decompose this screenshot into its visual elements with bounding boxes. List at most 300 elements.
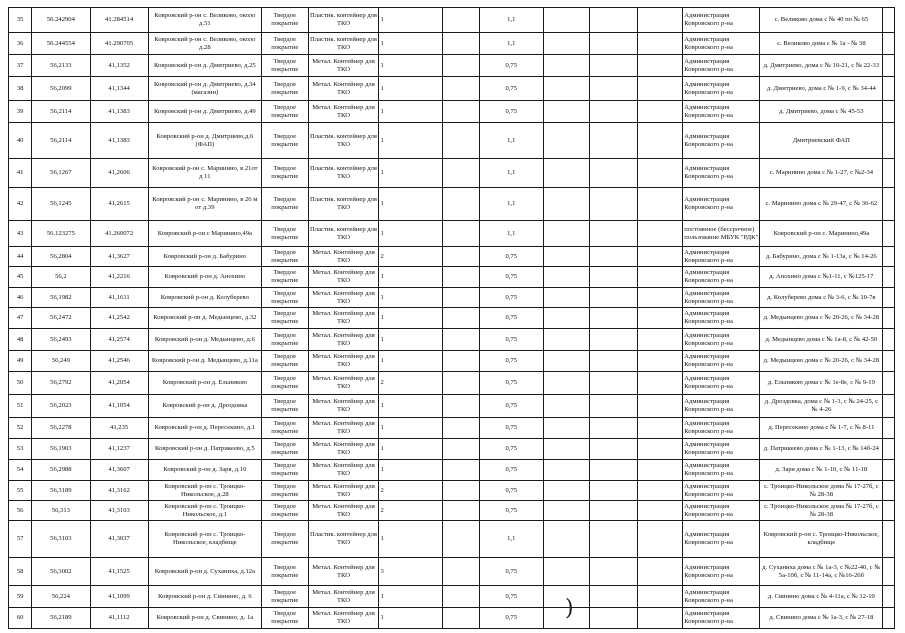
container-type-cell: Метал. Контейнер для ТКО	[308, 395, 379, 418]
row-number: 44	[9, 247, 32, 267]
surface-cell: Твердое покрытие	[261, 460, 308, 481]
empty-cell	[442, 460, 479, 481]
empty-cell	[590, 123, 638, 159]
latitude-cell: 56,2114	[32, 123, 90, 159]
address-cell: Ковровский р-он с Маринино,49а	[148, 221, 261, 247]
empty-cell	[637, 221, 683, 247]
container-count-cell: 2	[379, 247, 443, 267]
owner-cell: Администрация Ковровского р-на	[683, 55, 760, 77]
empty-cell	[543, 308, 590, 329]
served-houses-cell: с. Маринино дома с № 1-27, с №2-34	[760, 159, 883, 188]
edge-cell	[883, 123, 895, 159]
address-cell: Ковровский р-он д. Заря, д.10	[148, 460, 261, 481]
latitude-cell: 56,1903	[32, 439, 90, 460]
owner-cell: Администрация Ковровского р-на	[683, 481, 760, 501]
table-row	[9, 288, 895, 308]
served-houses-cell: д. Колуберево дома с № 3-6, с № 10-7в	[760, 288, 883, 308]
volume-cell: 0,75	[480, 439, 544, 460]
empty-cell	[543, 267, 590, 288]
owner-cell: Администрация Ковровского р-на	[683, 395, 760, 418]
longitude-cell: 41.290705	[90, 33, 148, 55]
empty-cell	[442, 439, 479, 460]
volume-cell: 0,75	[480, 372, 544, 395]
longitude-cell: 41,3103	[90, 501, 148, 521]
longitude-cell: 41,1352	[90, 55, 148, 77]
latitude-cell: 56,224	[32, 586, 90, 608]
empty-cell	[442, 101, 479, 123]
address-cell: Ковровский р-он д. Медынцево, д.6	[148, 329, 261, 351]
volume-cell: 0,75	[480, 267, 544, 288]
empty-cell	[442, 395, 479, 418]
longitude-cell: 41,1383	[90, 101, 148, 123]
longitude-cell: 41,1344	[90, 77, 148, 101]
volume-cell: 0,75	[480, 418, 544, 439]
empty-cell	[590, 267, 638, 288]
container-count-cell: 1	[379, 351, 443, 372]
empty-cell	[637, 586, 683, 608]
container-type-cell: Метал. Контейнер для ТКО	[308, 460, 379, 481]
edge-cell	[883, 247, 895, 267]
row-number: 45	[9, 267, 32, 288]
table-row	[9, 33, 895, 55]
empty-cell	[543, 188, 590, 221]
empty-cell	[442, 501, 479, 521]
surface-cell: Твердое покрытие	[261, 395, 308, 418]
edge-cell	[883, 221, 895, 247]
served-houses-cell: Дмитриевский ФАП	[760, 123, 883, 159]
row-number: 35	[9, 8, 32, 33]
owner-cell: Администрация Ковровского р-на	[683, 101, 760, 123]
row-number: 50	[9, 372, 32, 395]
container-type-cell: Метал. Контейнер для ТКО	[308, 481, 379, 501]
row-number: 39	[9, 101, 32, 123]
owner-cell: Администрация Ковровского р-на	[683, 77, 760, 101]
table-row	[9, 481, 895, 501]
container-type-cell: Метал. Контейнер для ТКО	[308, 267, 379, 288]
served-houses-cell: д. Заря дома с № 1-10, с № 11-18	[760, 460, 883, 481]
surface-cell: Твердое покрытие	[261, 247, 308, 267]
empty-cell	[543, 418, 590, 439]
empty-cell	[590, 418, 638, 439]
edge-cell	[883, 372, 895, 395]
row-number: 49	[9, 351, 32, 372]
container-count-cell: 2	[379, 372, 443, 395]
empty-cell	[590, 188, 638, 221]
surface-cell: Твердое покрытие	[261, 288, 308, 308]
table-row	[9, 55, 895, 77]
latitude-cell: 56,2792	[32, 372, 90, 395]
container-type-cell: Пластик. контейнер для ТКО	[308, 159, 379, 188]
owner-cell: Администрация Ковровского р-на	[683, 372, 760, 395]
served-houses-cell: с. Троицко-Никольское дома № 17-27б, с № 28-38	[760, 501, 883, 521]
empty-cell	[590, 608, 638, 629]
container-type-cell: Метал. Контейнер для ТКО	[308, 55, 379, 77]
edge-cell	[883, 418, 895, 439]
container-type-cell: Пластик. контейнер для ТКО	[308, 33, 379, 55]
volume-cell: 0,75	[480, 558, 544, 586]
latitude-cell: 56,1245	[32, 188, 90, 221]
owner-cell: постоянное (бессрочное) пользование МБУК "РДК"	[683, 221, 760, 247]
empty-cell	[637, 308, 683, 329]
container-type-cell: Пластик. контейнер для ТКО	[308, 123, 379, 159]
address-cell: Ковровский р-он д. Суханиха, д.12а	[148, 558, 261, 586]
edge-cell	[883, 288, 895, 308]
row-number: 37	[9, 55, 32, 77]
empty-cell	[543, 481, 590, 501]
served-houses-cell: с. Маринино дома с № 29-47, с № 36-62	[760, 188, 883, 221]
edge-cell	[883, 308, 895, 329]
empty-cell	[442, 247, 479, 267]
surface-cell: Твердое покрытие	[261, 55, 308, 77]
owner-cell: Администрация Ковровского р-на	[683, 501, 760, 521]
table-row	[9, 329, 895, 351]
container-count-cell: 1	[379, 159, 443, 188]
empty-cell	[590, 501, 638, 521]
container-type-cell: Пластик. контейнер для ТКО	[308, 221, 379, 247]
longitude-cell: 41,1383	[90, 123, 148, 159]
row-number: 56	[9, 501, 32, 521]
latitude-cell: 56,2804	[32, 247, 90, 267]
owner-cell: Администрация Ковровского р-на	[683, 159, 760, 188]
empty-cell	[590, 8, 638, 33]
owner-cell: Администрация Ковровского р-на	[683, 267, 760, 288]
empty-cell	[442, 77, 479, 101]
surface-cell: Твердое покрытие	[261, 501, 308, 521]
edge-cell	[883, 608, 895, 629]
owner-cell: Администрация Ковровского р-на	[683, 521, 760, 558]
empty-cell	[543, 395, 590, 418]
empty-cell	[590, 55, 638, 77]
served-houses-cell: д. Медынцево дома с № 20-26, с № 34-28	[760, 351, 883, 372]
empty-cell	[543, 329, 590, 351]
volume-cell: 0,75	[480, 501, 544, 521]
address-cell: Ковровский р-он с. Троицко-Никольское, д.28	[148, 481, 261, 501]
address-cell: Ковровский р-он д. Дмитриево, д.49	[148, 101, 261, 123]
surface-cell: Твердое покрытие	[261, 123, 308, 159]
row-number: 43	[9, 221, 32, 247]
empty-cell	[543, 460, 590, 481]
empty-cell	[637, 247, 683, 267]
empty-cell	[442, 55, 479, 77]
row-number: 42	[9, 188, 32, 221]
owner-cell: Администрация Ковровского р-на	[683, 351, 760, 372]
owner-cell: Администрация Ковровского р-на	[683, 288, 760, 308]
empty-cell	[637, 329, 683, 351]
empty-cell	[543, 159, 590, 188]
empty-cell	[442, 558, 479, 586]
longitude-cell: 41,2542	[90, 308, 148, 329]
owner-cell: Администрация Ковровского р-на	[683, 123, 760, 159]
table-row	[9, 460, 895, 481]
longitude-cell: 41,1054	[90, 395, 148, 418]
edge-cell	[883, 521, 895, 558]
container-type-cell: Пластик. контейнер для ТКО	[308, 521, 379, 558]
address-cell: Ковровский р-он д. Свинино, д. 1а	[148, 608, 261, 629]
empty-cell	[590, 481, 638, 501]
longitude-cell: 41,2615	[90, 188, 148, 221]
empty-cell	[442, 372, 479, 395]
served-houses-cell: д. Суханиха дома с № 1а-3, с №22-40, с № 5а-10б, с № 11-14а, с №16-26б	[760, 558, 883, 586]
surface-cell: Твердое покрытие	[261, 33, 308, 55]
latitude-cell: 56,3002	[32, 558, 90, 586]
container-type-cell: Метал. Контейнер для ТКО	[308, 77, 379, 101]
empty-cell	[543, 55, 590, 77]
ink-mark: )	[565, 596, 574, 621]
empty-cell	[590, 288, 638, 308]
empty-cell	[637, 267, 683, 288]
empty-cell	[442, 159, 479, 188]
surface-cell: Твердое покрытие	[261, 608, 308, 629]
container-count-cell: 2	[379, 481, 443, 501]
owner-cell: Администрация Ковровского р-на	[683, 33, 760, 55]
longitude-cell: 41,2216	[90, 267, 148, 288]
surface-cell: Твердое покрытие	[261, 351, 308, 372]
row-number: 58	[9, 558, 32, 586]
owner-cell: Администрация Ковровского р-на	[683, 608, 760, 629]
volume-cell: 0,75	[480, 586, 544, 608]
volume-cell: 1,1	[480, 521, 544, 558]
owner-cell: Администрация Ковровского р-на	[683, 8, 760, 33]
row-number: 51	[9, 395, 32, 418]
surface-cell: Твердое покрытие	[261, 329, 308, 351]
surface-cell: Твердое покрытие	[261, 221, 308, 247]
empty-cell	[543, 247, 590, 267]
empty-cell	[590, 308, 638, 329]
empty-cell	[543, 439, 590, 460]
address-cell: Ковровский р-он д. Патрикеево, д.5	[148, 439, 261, 460]
latitude-cell: 56,2988	[32, 460, 90, 481]
empty-cell	[543, 101, 590, 123]
longitude-cell: 41.260072	[90, 221, 148, 247]
row-number: 46	[9, 288, 32, 308]
longitude-cell: 41,1237	[90, 439, 148, 460]
empty-cell	[637, 418, 683, 439]
latitude-cell: 56,2	[32, 267, 90, 288]
empty-cell	[590, 221, 638, 247]
empty-cell	[442, 608, 479, 629]
table-row	[9, 351, 895, 372]
empty-cell	[590, 329, 638, 351]
edge-cell	[883, 481, 895, 501]
empty-cell	[637, 558, 683, 586]
address-cell: Ковровский р-он д. Медынцево, д.32	[148, 308, 261, 329]
table-row	[9, 395, 895, 418]
container-type-cell: Метал. Контейнер для ТКО	[308, 288, 379, 308]
empty-cell	[543, 123, 590, 159]
container-count-cell: 1	[379, 288, 443, 308]
container-count-cell: 1	[379, 123, 443, 159]
empty-cell	[590, 247, 638, 267]
row-number: 38	[9, 77, 32, 101]
container-count-cell: 1	[379, 267, 443, 288]
surface-cell: Твердое покрытие	[261, 558, 308, 586]
container-type-cell: Метал. Контейнер для ТКО	[308, 586, 379, 608]
volume-cell: 0,75	[480, 308, 544, 329]
empty-cell	[637, 351, 683, 372]
container-type-cell: Метал. Контейнер для ТКО	[308, 101, 379, 123]
address-cell: Ковровский р-он с. Маринино, в 26 м от д.39	[148, 188, 261, 221]
served-houses-cell: д. Анохино дома с №1-11, с №125-17	[760, 267, 883, 288]
latitude-cell: 56,3103	[32, 521, 90, 558]
served-houses-cell: д. Дмитриево, дома с № 1-9, с № 34-44	[760, 77, 883, 101]
container-count-cell: 1	[379, 521, 443, 558]
container-count-cell: 1	[379, 77, 443, 101]
surface-cell: Твердое покрытие	[261, 586, 308, 608]
edge-cell	[883, 351, 895, 372]
longitude-cell: 41,1611	[90, 288, 148, 308]
container-count-cell: 1	[379, 55, 443, 77]
edge-cell	[883, 77, 895, 101]
row-number: 55	[9, 481, 32, 501]
volume-cell: 0,75	[480, 288, 544, 308]
edge-cell	[883, 586, 895, 608]
surface-cell: Твердое покрытие	[261, 418, 308, 439]
table-row	[9, 101, 895, 123]
volume-cell: 0,75	[480, 329, 544, 351]
latitude-cell: 56,2099	[32, 77, 90, 101]
row-number: 59	[9, 586, 32, 608]
latitude-cell: 56,313	[32, 501, 90, 521]
empty-cell	[442, 329, 479, 351]
owner-cell: Администрация Ковровского р-на	[683, 558, 760, 586]
empty-cell	[637, 395, 683, 418]
latitude-cell: 56,1982	[32, 288, 90, 308]
served-houses-cell: д. Дмитриево, дома с № 10-21, с № 22-33	[760, 55, 883, 77]
table-row	[9, 501, 895, 521]
volume-cell: 0,75	[480, 77, 544, 101]
longitude-cell: 41,3162	[90, 481, 148, 501]
table-row	[9, 308, 895, 329]
surface-cell: Твердое покрытие	[261, 8, 308, 33]
empty-cell	[442, 481, 479, 501]
surface-cell: Твердое покрытие	[261, 77, 308, 101]
latitude-cell: 56,2189	[32, 608, 90, 629]
table-row	[9, 188, 895, 221]
owner-cell: Администрация Ковровского р-на	[683, 418, 760, 439]
container-type-cell: Метал. Контейнер для ТКО	[308, 308, 379, 329]
edge-cell	[883, 55, 895, 77]
volume-cell: 1,1	[480, 123, 544, 159]
served-houses-cell: д. Патрикеево дома с № 1-13, с № 14б-24	[760, 439, 883, 460]
served-houses-cell: д. Медынцево дома с № 20-26, с № 34-28	[760, 308, 883, 329]
table-row	[9, 558, 895, 586]
surface-cell: Твердое покрытие	[261, 159, 308, 188]
latitude-cell: 56,2023	[32, 395, 90, 418]
address-cell: Ковровский р-он д. Свинино, д. 6	[148, 586, 261, 608]
container-type-cell: Метал. Контейнер для ТКО	[308, 351, 379, 372]
empty-cell	[637, 123, 683, 159]
table-row	[9, 608, 895, 629]
empty-cell	[590, 558, 638, 586]
container-type-cell: Метал. Контейнер для ТКО	[308, 247, 379, 267]
volume-cell: 0,75	[480, 101, 544, 123]
table-row	[9, 267, 895, 288]
latitude-cell: 56,2493	[32, 329, 90, 351]
row-number: 36	[9, 33, 32, 55]
container-count-cell: 2	[379, 501, 443, 521]
served-houses-cell: д. Пересекино дома с № 1-7, с № 8-11	[760, 418, 883, 439]
edge-cell	[883, 188, 895, 221]
empty-cell	[637, 33, 683, 55]
latitude-cell: 56,2278	[32, 418, 90, 439]
empty-cell	[590, 460, 638, 481]
empty-cell	[543, 288, 590, 308]
row-number: 57	[9, 521, 32, 558]
container-count-cell: 1	[379, 188, 443, 221]
latitude-cell: 56,3189	[32, 481, 90, 501]
longitude-cell: 41,2546	[90, 351, 148, 372]
volume-cell: 1,1	[480, 188, 544, 221]
latitude-cell: 56,1267	[32, 159, 90, 188]
empty-cell	[637, 439, 683, 460]
table-row	[9, 439, 895, 460]
longitude-cell: 41,2054	[90, 372, 148, 395]
address-cell: Ковровский р-он д. Дмитриево, д.34 (магазин)	[148, 77, 261, 101]
table-row	[9, 159, 895, 188]
longitude-cell: 41,3627	[90, 247, 148, 267]
served-houses-cell: Ковровский р-он с. Троицко-Никольское, кладбище	[760, 521, 883, 558]
edge-cell	[883, 395, 895, 418]
edge-cell	[883, 501, 895, 521]
empty-cell	[442, 123, 479, 159]
empty-cell	[543, 33, 590, 55]
row-number: 47	[9, 308, 32, 329]
empty-cell	[590, 351, 638, 372]
table-row	[9, 8, 895, 33]
address-cell: Ковровский р-он с. Троицко-Никольское, кладбище	[148, 521, 261, 558]
volume-cell: 1,1	[480, 33, 544, 55]
empty-cell	[543, 521, 590, 558]
address-cell: Ковровский р-он д. Бабурино	[148, 247, 261, 267]
empty-cell	[442, 351, 479, 372]
empty-cell	[442, 33, 479, 55]
surface-cell: Твердое покрытие	[261, 308, 308, 329]
volume-cell: 0,75	[480, 351, 544, 372]
empty-cell	[637, 77, 683, 101]
volume-cell: 0,75	[480, 55, 544, 77]
owner-cell: Администрация Ковровского р-на	[683, 586, 760, 608]
served-houses-cell: Ковровский р-он с. Маринино,49а	[760, 221, 883, 247]
volume-cell: 0,75	[480, 608, 544, 629]
longitude-cell: 41,1099	[90, 586, 148, 608]
empty-cell	[590, 33, 638, 55]
container-type-cell: Метал. Контейнер для ТКО	[308, 608, 379, 629]
container-type-cell: Пластик. контейнер для ТКО	[308, 8, 379, 33]
surface-cell: Твердое покрытие	[261, 481, 308, 501]
served-houses-cell: с. Великово дома с № 40 по № 65	[760, 8, 883, 33]
empty-cell	[590, 395, 638, 418]
surface-cell: Твердое покрытие	[261, 521, 308, 558]
table-row	[9, 123, 895, 159]
container-type-cell: Пластик. контейнер для ТКО	[308, 188, 379, 221]
address-cell: Ковровский р-он д. Колуберево	[148, 288, 261, 308]
empty-cell	[590, 101, 638, 123]
container-count-cell: 1	[379, 460, 443, 481]
container-type-cell: Метал. Контейнер для ТКО	[308, 329, 379, 351]
volume-cell: 1,1	[480, 8, 544, 33]
longitude-cell: 41,3607	[90, 460, 148, 481]
empty-cell	[590, 586, 638, 608]
row-number: 48	[9, 329, 32, 351]
table-row	[9, 418, 895, 439]
surface-cell: Твердое покрытие	[261, 101, 308, 123]
empty-cell	[442, 418, 479, 439]
latitude-cell: 56.242904	[32, 8, 90, 33]
edge-cell	[883, 159, 895, 188]
surface-cell: Твердое покрытие	[261, 188, 308, 221]
longitude-cell: 41,3037	[90, 521, 148, 558]
volume-cell: 1,1	[480, 159, 544, 188]
